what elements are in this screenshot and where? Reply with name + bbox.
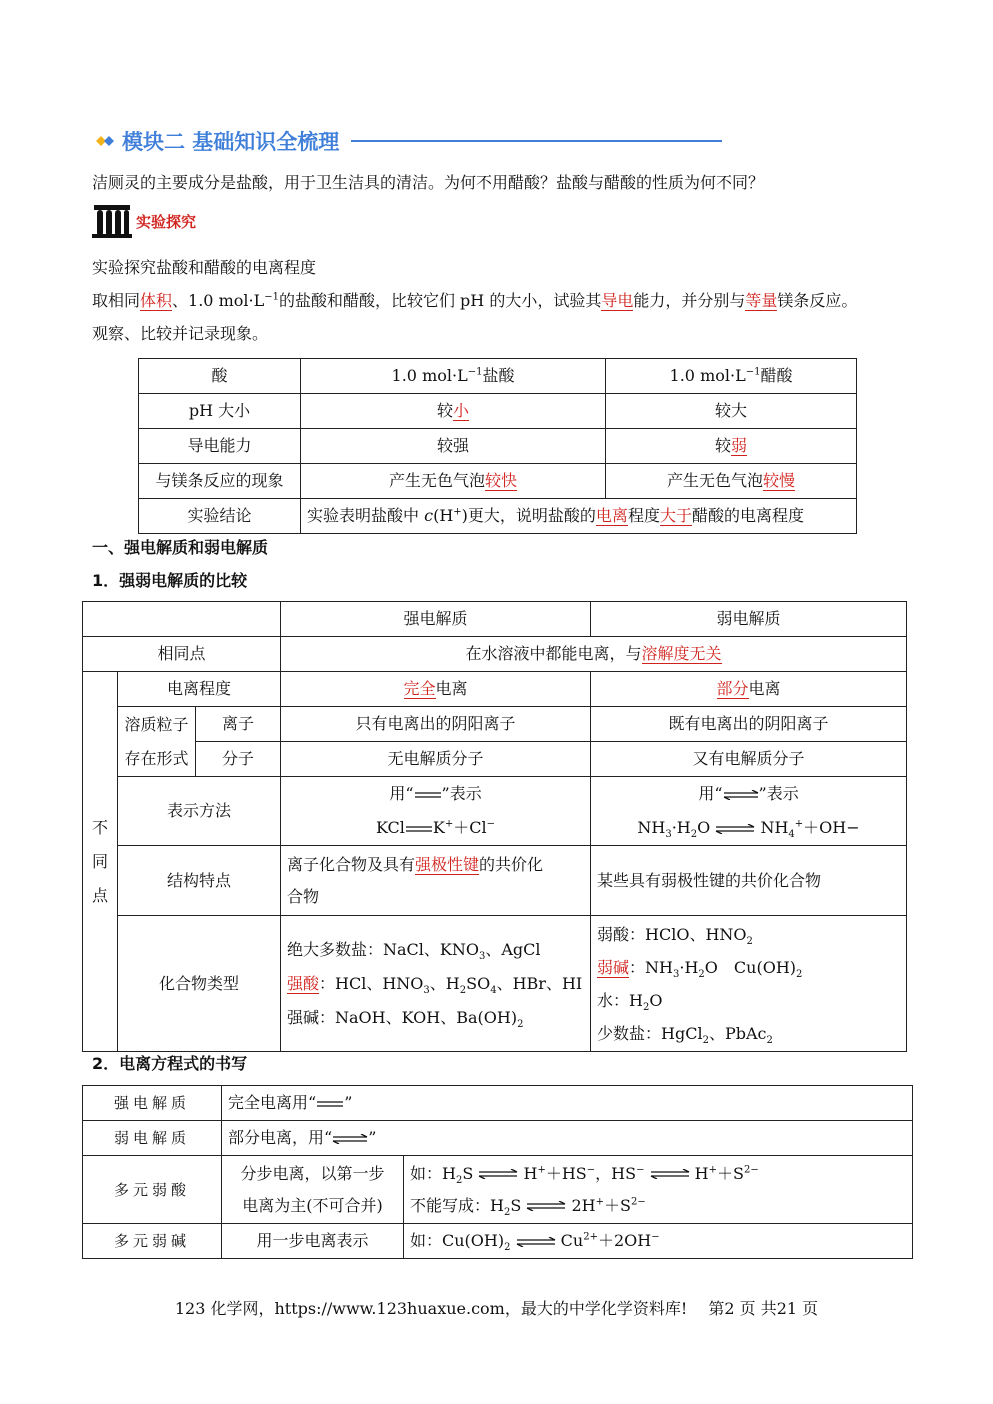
ctype-strong: 绝大多数盐：NaCl、$KNO_3$、AgCl 强酸：HCl、$HNO_3$、$H_2SO_4$、HBr、HI 强碱：NaOH、KOH、$Ba(OH)_2$ xyxy=(281,916,591,1052)
reversible-arrow-icon xyxy=(526,1201,566,1211)
experiment-table xyxy=(138,358,857,534)
section-heading-1: 一、强电解质和弱电解质 xyxy=(92,538,269,557)
experiment-title: 实验探究盐酸和醋酸的电离程度 xyxy=(92,258,317,277)
reversible-arrow-icon xyxy=(723,790,759,800)
table-row xyxy=(83,1086,913,1121)
degree-weak: 部分电离 xyxy=(591,672,907,707)
table-row xyxy=(139,394,857,429)
ion-weak: 既有电离出的阴阳离子 xyxy=(591,707,907,742)
molecule-weak: 又有电解质分子 xyxy=(591,742,907,777)
equals-sign-icon xyxy=(405,825,433,833)
ion-strong: 只有电离出的阴阳离子 xyxy=(281,707,591,742)
double-diamond-icon xyxy=(92,131,118,151)
page-footer: 123 化学网，https://www.123huaxue.com，最大的中学化学资料库! 第2 页 共21 页 xyxy=(174,1299,819,1318)
row-label-weak: 弱电解质 xyxy=(83,1121,222,1156)
header-acid: 酸 xyxy=(139,359,301,394)
table-row xyxy=(139,359,857,394)
experiment-badge-label: 实验探究 xyxy=(136,212,197,231)
row-label-solute: 溶质粒子 存在形式 xyxy=(118,707,196,777)
equals-sign-icon xyxy=(316,1100,344,1108)
table-row xyxy=(83,637,907,672)
module-title: 模块二 基础知识全梳理 xyxy=(122,130,340,154)
row-label-polyprotic-acid: 多元弱酸 xyxy=(83,1156,222,1224)
header-acetic: 1.0 $mol\cdot L^{-1}$醋酸 xyxy=(606,359,857,394)
table-row xyxy=(83,1121,913,1156)
strong-rule: 完全电离用“ ” xyxy=(222,1086,913,1121)
experiment-badge xyxy=(92,203,196,239)
row-label-conductivity: 导电能力 xyxy=(139,429,301,464)
row-label-compound-type: 化合物类型 xyxy=(118,916,281,1052)
row-label-strong: 强电解质 xyxy=(83,1086,222,1121)
row-label-ph: pH 大小 xyxy=(139,394,301,429)
polybase-method: 用一步电离表示 xyxy=(222,1224,404,1259)
row-label-mg: 与镁条反应的现象 xyxy=(139,464,301,499)
mg-acetic: 产生无色气泡较慢 xyxy=(606,464,857,499)
row-label-representation: 表示方法 xyxy=(118,777,281,846)
comparison-table xyxy=(82,601,907,1052)
table-row xyxy=(139,499,857,534)
table-row xyxy=(83,1156,913,1224)
intro-question: 洁厕灵的主要成分是盐酸，用于卫生洁具的清洁。为何不用醋酸？盐酸与醋酸的性质为何不同？ xyxy=(92,173,765,192)
diff-label: 不 同 点 xyxy=(83,672,118,1052)
table-row xyxy=(83,916,907,1052)
reversible-arrow-icon xyxy=(715,824,755,834)
table-row xyxy=(139,429,857,464)
reversible-arrow-icon xyxy=(478,1169,518,1179)
conductivity-acetic: 较弱 xyxy=(606,429,857,464)
reversible-arrow-icon xyxy=(516,1237,556,1247)
row-label-structure: 结构特点 xyxy=(118,846,281,916)
degree-strong: 完全电离 xyxy=(281,672,591,707)
table-row xyxy=(83,742,907,777)
table-row xyxy=(83,1224,913,1259)
row-label-same: 相同点 xyxy=(83,637,281,672)
polyacid-method: 分步电离，以第一步 电离为主(不可合并) xyxy=(222,1156,404,1224)
experiment-line2: 观察、比较并记录现象。 xyxy=(92,324,269,343)
conductivity-hcl: 较强 xyxy=(301,429,606,464)
table-row xyxy=(83,846,907,916)
row-label-degree: 电离程度 xyxy=(118,672,281,707)
table-row xyxy=(83,602,907,637)
struct-strong: 离子化合物及具有强极性键的共价化 合物 xyxy=(281,846,591,916)
header-hcl: 1.0 $mol\cdot L^{-1}$盐酸 xyxy=(301,359,606,394)
table-row xyxy=(83,707,907,742)
mg-hcl: 产生无色气泡较快 xyxy=(301,464,606,499)
table-row xyxy=(83,777,907,846)
ctype-weak: 弱酸：HClO、$HNO_2$ 弱碱：$NH_3\cdot H_2O$ $Cu(OH)_2$ 水：$H_2O$ 少数盐：HgCl$_2$、PbAc$_2$ xyxy=(591,916,907,1052)
row-label-polyacidic-base: 多元弱碱 xyxy=(83,1224,222,1259)
label-ion: 离子 xyxy=(196,707,281,742)
ph-acetic: 较大 xyxy=(606,394,857,429)
reversible-arrow-icon xyxy=(650,1169,690,1179)
polyacid-example: 如：$H_2S$ H+＋HS−，HS− $H^++S^{2-}$ 不能写成：$H_2S$ $2H^++S^{2-}$ xyxy=(404,1156,913,1224)
molecule-strong: 无电解质分子 xyxy=(281,742,591,777)
repr-strong: 用“ ”表示 KCl K+＋Cl− xyxy=(281,777,591,846)
ph-hcl: 较小 xyxy=(301,394,606,429)
equals-sign-icon xyxy=(414,791,442,799)
ion-equation-table xyxy=(82,1085,913,1259)
module-title-bar xyxy=(92,124,722,158)
struct-weak: 某些具有弱极性键的共价化合物 xyxy=(591,846,907,916)
title-rule xyxy=(351,140,722,142)
subheading-1: 1．强弱电解质的比较 xyxy=(92,571,248,590)
repr-weak: 用“ ”表示 $NH_3\cdot H_2O$ $NH_4^++OH-$ xyxy=(591,777,907,846)
weak-rule: 部分电离，用“ ” xyxy=(222,1121,913,1156)
same-text: 在水溶液中都能电离，与溶解度无关 xyxy=(281,637,907,672)
subheading-2: 2．电离方程式的书写 xyxy=(92,1054,248,1073)
table-row xyxy=(139,464,857,499)
header-weak: 弱电解质 xyxy=(591,602,907,637)
row-label-conclusion: 实验结论 xyxy=(139,499,301,534)
table-row xyxy=(83,672,907,707)
experiment-line1: 取相同体积、1.0 $mol\cdot L^{-1}$的盐酸和醋酸，比较它们 pH 的大小，试验其导电能力，并分别与等量镁条反应。 xyxy=(92,291,858,310)
test-tubes-icon xyxy=(92,203,132,239)
polybase-example: 如：$Cu(OH)_2$ $Cu^{2+}+2OH^-$ xyxy=(404,1224,913,1259)
header-strong: 强电解质 xyxy=(281,602,591,637)
label-molecule: 分子 xyxy=(196,742,281,777)
corner-cell xyxy=(83,602,281,637)
reversible-arrow-icon xyxy=(332,1134,368,1144)
conclusion-text: 实验表明盐酸中 c(H+)更大，说明盐酸的电离程度大于醋酸的电离程度 xyxy=(301,499,857,534)
